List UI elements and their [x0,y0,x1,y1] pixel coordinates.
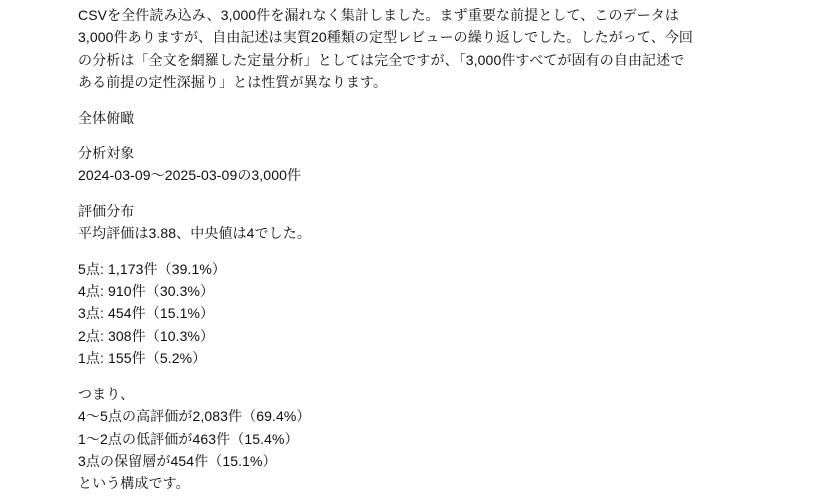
analysis-report-body [78,4,698,495]
rating-line-4: 4点: 910件（30.3%） [78,283,215,300]
conclusion-block [78,383,698,495]
rating-distribution-heading: 評価分布 [78,202,135,219]
rating-line-2: 2点: 308件（10.3%） [78,327,215,344]
rating-distribution-summary: 平均評価は3.88、中央値は4でした。 [78,225,311,242]
analysis-target-block [78,142,698,187]
conclusion-intro: つまり、 [78,385,135,402]
rating-line-5: 5点: 1,173件（39.1%） [78,260,226,277]
conclusion-high-rating: 4〜5点の高評価が2,083件（69.4%） [78,408,311,425]
analysis-target-label: 分析対象 [78,145,135,162]
conclusion-closing: という構成です。 [78,475,190,492]
rating-line-3: 3点: 454件（15.1%） [78,305,215,322]
rating-line-1: 1点: 155件（5.2%） [78,350,207,367]
conclusion-neutral-rating: 3点の保留層が454件（15.1%） [78,452,277,469]
intro-paragraph: CSVを全件読み込み、3,000件を漏れなく集計しました。まず重要な前提として、このデータは3,000件ありますが、自由記述は実質20種類の定型レビューの繰り返しでした。したがって、今回の分析は「全文を網羅した定量分析」としては完全ですが、「3,000件すべてが固有の自由記述である前提の定性深掘り」とは性質が異なります。 [78,7,694,91]
rating-distribution-list [78,258,698,370]
rating-distribution-header-block [78,200,698,245]
analysis-target-value: 2024-03-09〜2025-03-09の3,000件 [78,167,302,184]
overview-heading: 全体俯瞰 [78,109,135,126]
conclusion-low-rating: 1〜2点の低評価が463件（15.4%） [78,430,299,447]
